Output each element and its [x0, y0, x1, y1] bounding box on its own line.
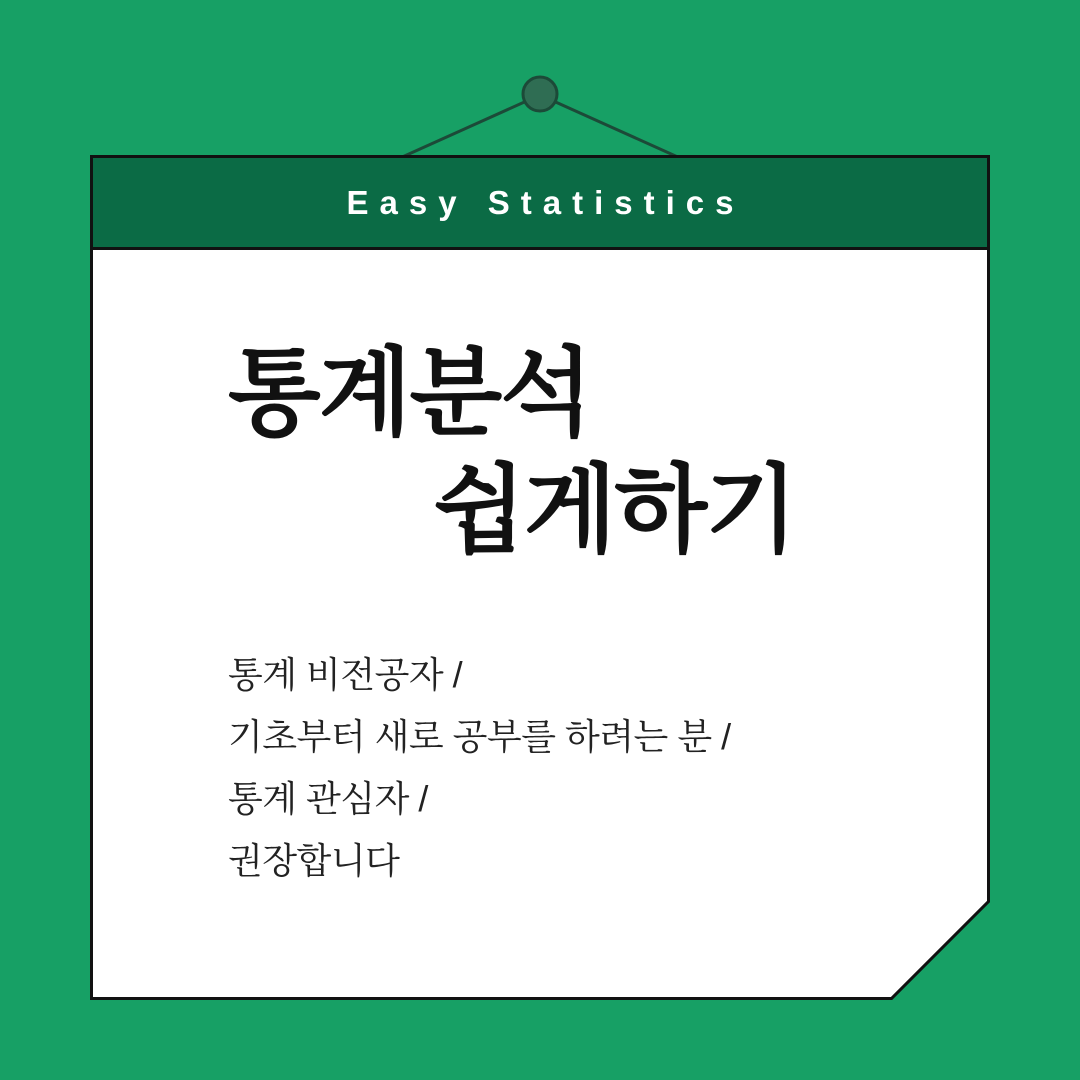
list-item: 통계 관심자 / [228, 778, 428, 820]
audience-list [93, 569, 987, 892]
poster-card [90, 155, 990, 1000]
card-body [93, 250, 987, 997]
page-title [93, 250, 987, 569]
headline-line-2: 쉽게하기 [433, 457, 796, 565]
list-item: 권장합니다 [228, 839, 400, 881]
list-item: 기초부터 새로 공부를 하려는 분 / [228, 716, 731, 758]
headline-line-1: 통계분석 [228, 340, 591, 447]
brand-title: Easy Statistics [346, 183, 745, 221]
page-fold-corner-icon [890, 900, 990, 1000]
card-header-band [93, 158, 987, 250]
list-item: 통계 비전공자 / [228, 654, 463, 696]
